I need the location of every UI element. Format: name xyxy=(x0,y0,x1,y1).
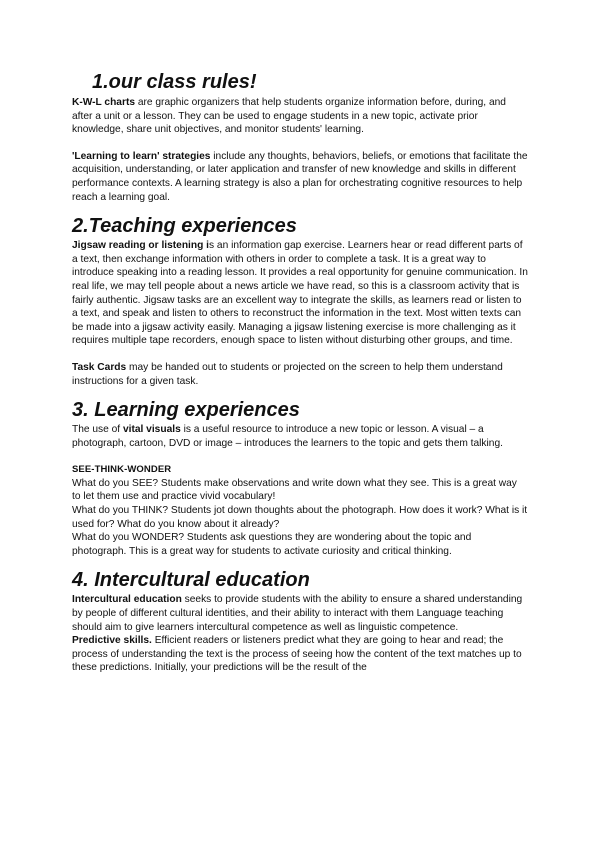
see-think-wonder-label: SEE-THINK-WONDER xyxy=(72,464,172,476)
jigsaw-term: Jigsaw reading or listening i xyxy=(72,240,209,252)
predictive-term: Predictive skills. xyxy=(72,635,152,647)
jigsaw-paragraph xyxy=(72,239,528,348)
visuals-term: vital visuals xyxy=(122,424,181,436)
stw-wonder: What do you WONDER? Students ask questions they are wondering about the topic and photograph. This is a great way for students to activate curiosity and critical thinking. xyxy=(72,532,472,557)
predictive-text: Efficient readers or listeners predict what they are going to hear and read; the process of understanding the text is the process of seeing how the content of the text matches up to these predictions. Initially, your predictions will be the result of the xyxy=(72,635,522,674)
intercultural-term: Intercultural education xyxy=(72,594,182,606)
jigsaw-text: s an information gap exercise. Learners hear or read different parts of a text, then exchange information with others in order to complete a task. It is a great way to introduce speaking into a reading lesson. It provides a real opportunity for genuine communication. In real life, we may tell people about a news article we have read, so this is a classroom activity that is fairly authentic. Jigsaw tasks are an excellent way to integrate the skills, as learners read or listen to a text, and speak and listen to others to reconstruct the information in the text. Most witten texts can be made into a jigsaw activity easily. Managing a jigsaw listening exercise is more challenging as it requires multiple tape recorders, enough space to listen without disturbing other groups, and time. xyxy=(72,240,528,347)
kwl-text: are graphic organizers that help students organize information before, during, and after a unit or a lesson. They can be used to engage students in a new topic, activate prior knowledge, share unit objectives, and monitor students' learning. xyxy=(72,97,506,136)
task-cards-term: Task Cards xyxy=(72,361,127,373)
predictive-paragraph xyxy=(72,634,528,675)
ltl-term: 'Learning to learn' strategies xyxy=(72,150,211,162)
section-1-heading: 1.our class rules! xyxy=(92,71,257,93)
document-page xyxy=(72,70,528,675)
task-cards-text: may be handed out to students or projected on the screen to help them understand instructions for a given task. xyxy=(72,361,503,387)
visuals-text: is a useful resource to introduce a new topic or lesson. A visual – a photograph, cartoon, DVD or image – introduces the learners to the topic and gets them talking. xyxy=(72,424,503,449)
task-cards-paragraph xyxy=(72,361,528,388)
visuals-paragraph xyxy=(72,423,528,450)
section-4-heading: 4. Intercultural education xyxy=(72,569,310,592)
ltl-text: include any thoughts, behaviors, beliefs, or emotions that facilitate the acquisition, understanding, or later application and transfer of new knowledge and skills in different performance contexts. A learning strategy is also a plan for orchestrating cognitive resources to help reach a learning goal. xyxy=(72,150,528,203)
stw-think: What do you THINK? Students jot down thoughts about the photograph. How does it work? What is it used for? What do you know about it already? xyxy=(72,505,528,530)
intercultural-text: seeks to provide students with the ability to ensure a shared understanding by people of different cultural identities, and their ability to interact with them Language teaching should aim to give learners intercultural competence as well as linguistic competence. xyxy=(72,594,523,633)
section-2-heading: 2.Teaching experiences xyxy=(72,215,297,238)
section-3-heading: 3. Learning experiences xyxy=(72,399,300,422)
visuals-pre: The use of xyxy=(72,424,123,436)
intercultural-paragraph xyxy=(72,593,528,634)
kwl-term: K-W-L charts xyxy=(72,97,135,108)
learning-to-learn-paragraph xyxy=(72,150,528,204)
stw-see: What do you SEE? Students make observations and write down what they see. This is a great way to let them use and practice vivid vocabulary! xyxy=(72,477,517,503)
kwl-paragraph xyxy=(72,96,528,137)
